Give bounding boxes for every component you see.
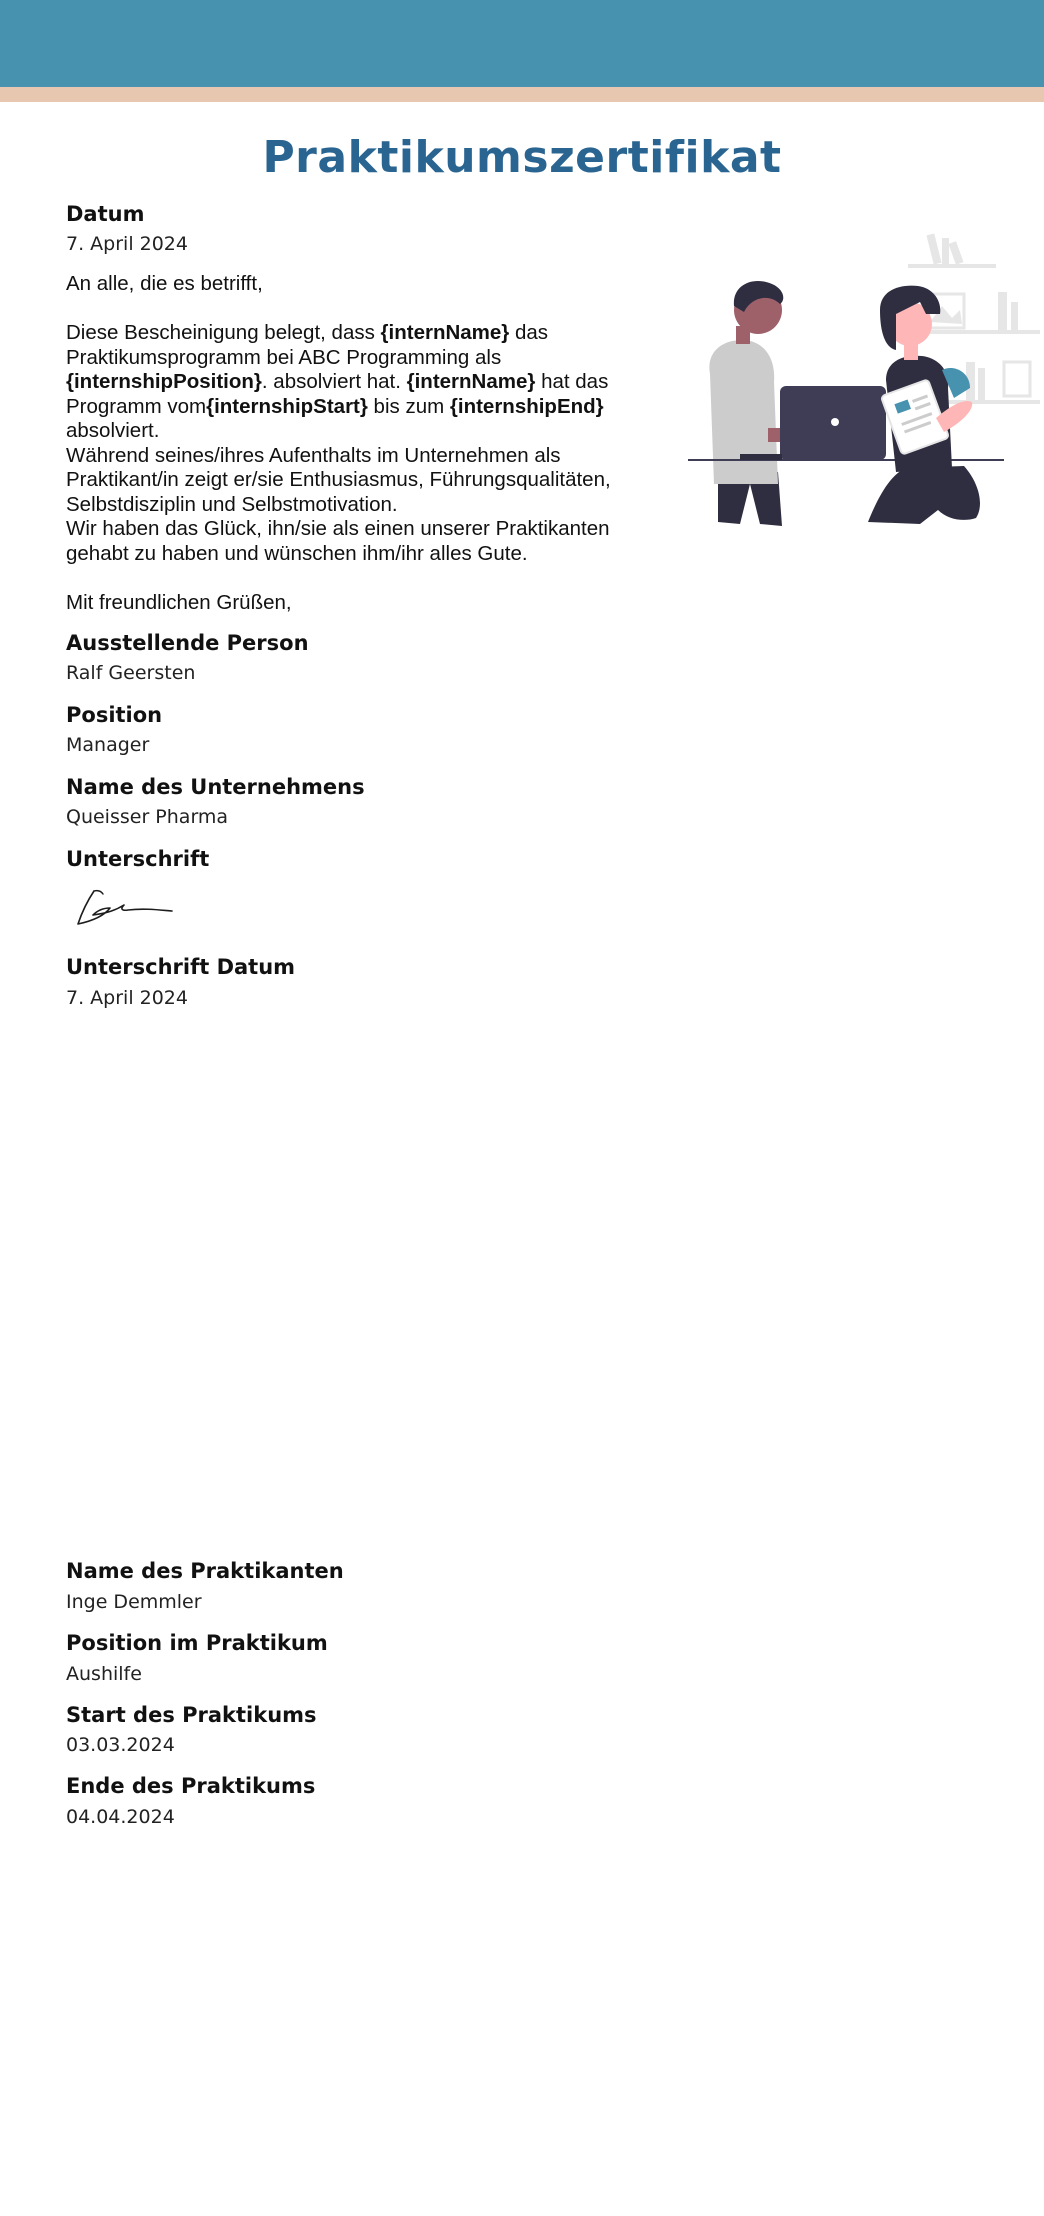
intern-name-label: Name des Praktikanten (66, 1559, 344, 1583)
letter-paragraph-3: Wir haben das Glück, ihn/sie als einen unserer Praktikanten gehabt zu haben und wünschen ihm/ihr alles Gute. (66, 517, 610, 565)
end-label: Ende des Praktikums (66, 1774, 316, 1798)
placeholder-intern-name: {internName} (406, 370, 536, 393)
signature-label: Unterschrift (66, 847, 210, 871)
header-stripe (0, 87, 1044, 102)
letter-paragraph-2: Während seines/ihres Aufenthalts im Unternehmen als Praktikant/in zeigt er/sie Enthusiasmus, Führungsqualitäten, Selbstdisziplin und Selbstmotivation. (66, 443, 611, 516)
letter-body (66, 272, 656, 615)
intern-name-value: Inge Demmler (66, 1591, 202, 1613)
company-value: Queisser Pharma (66, 806, 229, 828)
intern-position-label: Position im Praktikum (66, 1631, 328, 1655)
letter-paragraph-1 (66, 321, 656, 444)
start-value: 03.03.2024 (66, 1734, 175, 1756)
people-laptop-illustration (680, 222, 1040, 532)
letter-text: absolviert. (66, 419, 160, 442)
signature-date-label: Unterschrift Datum (66, 955, 296, 979)
issuer-label: Ausstellende Person (66, 631, 309, 655)
man-figure-icon (709, 281, 783, 526)
placeholder-internship-end: {internshipEnd} (449, 394, 604, 418)
letter-text: das Praktikumsprogramm bei ABC Programming als (66, 321, 549, 369)
placeholder-intern-name: {internName} (380, 321, 510, 344)
start-label: Start des Praktikums (66, 1703, 317, 1727)
placeholder-internship-start: {internshipStart} (206, 394, 368, 418)
letter-closing: Mit freundlichen Grüßen, (66, 590, 292, 614)
position-label: Position (66, 703, 163, 727)
letter-text: bis zum (367, 394, 450, 418)
letter-greeting: An alle, die es betrifft, (66, 272, 263, 295)
end-value: 04.04.2024 (66, 1806, 175, 1828)
date-label: Datum (66, 202, 145, 226)
position-value: Manager (66, 734, 150, 756)
date-value: 7. April 2024 (66, 233, 188, 255)
placeholder-internship-position: {internshipPosition} (66, 370, 262, 393)
letter-text: . absolviert hat. (261, 370, 407, 393)
intern-position-value: Aushilfe (66, 1663, 142, 1685)
letter-text: hat das Programm vom (66, 370, 609, 418)
letter-text: Diese Bescheinigung belegt, dass (66, 321, 381, 344)
page-title: Praktikumszertifikat (262, 132, 782, 183)
header-banner (0, 0, 1044, 87)
company-label: Name des Unternehmens (66, 775, 365, 799)
signature-date-value: 7. April 2024 (66, 987, 188, 1009)
issuer-value: Ralf Geersten (66, 662, 196, 684)
handwritten-signature (70, 880, 180, 930)
